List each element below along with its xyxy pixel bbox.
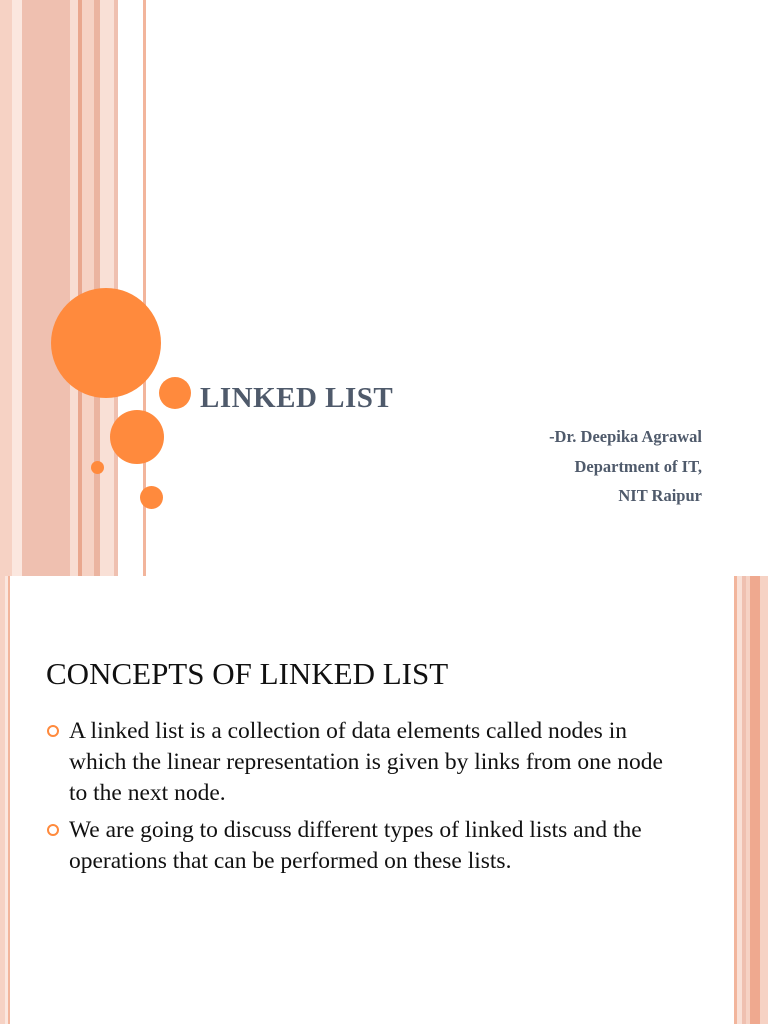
decorative-stripe (8, 576, 10, 1024)
decorative-circle-tiny (91, 461, 104, 474)
decorative-stripe (22, 0, 70, 576)
list-item (46, 716, 666, 809)
decorative-stripe (760, 576, 768, 1024)
content-slide (0, 576, 768, 1024)
list-item (46, 815, 666, 877)
decorative-stripe (70, 0, 78, 576)
slide-title: CONCEPTS OF LINKED LIST (46, 656, 449, 691)
author-name: -Dr. Deepika Agrawal (549, 427, 702, 446)
bullet-circle-icon (47, 824, 59, 836)
author-institute: NIT Raipur (618, 486, 702, 505)
decorative-stripe (0, 0, 12, 576)
bullet-list (46, 716, 666, 883)
decorative-circle-large (51, 288, 161, 398)
slide-title: LINKED LIST (200, 382, 394, 414)
decorative-stripe (12, 0, 22, 576)
bullet-circle-icon (47, 725, 59, 737)
decorative-circle-small (140, 486, 163, 509)
decorative-circle-small (159, 377, 191, 409)
bullet-text: We are going to discuss different types of linked lists and the operations that can be performed on these lists. (69, 817, 642, 874)
bullet-text: A linked list is a collection of data elements called nodes in which the linear representation is given by links from one node to the next node. (69, 718, 663, 806)
author-department: Department of IT, (574, 457, 702, 476)
decorative-stripe (82, 0, 94, 576)
decorative-stripe (750, 576, 760, 1024)
decorative-circle-medium (110, 410, 164, 464)
